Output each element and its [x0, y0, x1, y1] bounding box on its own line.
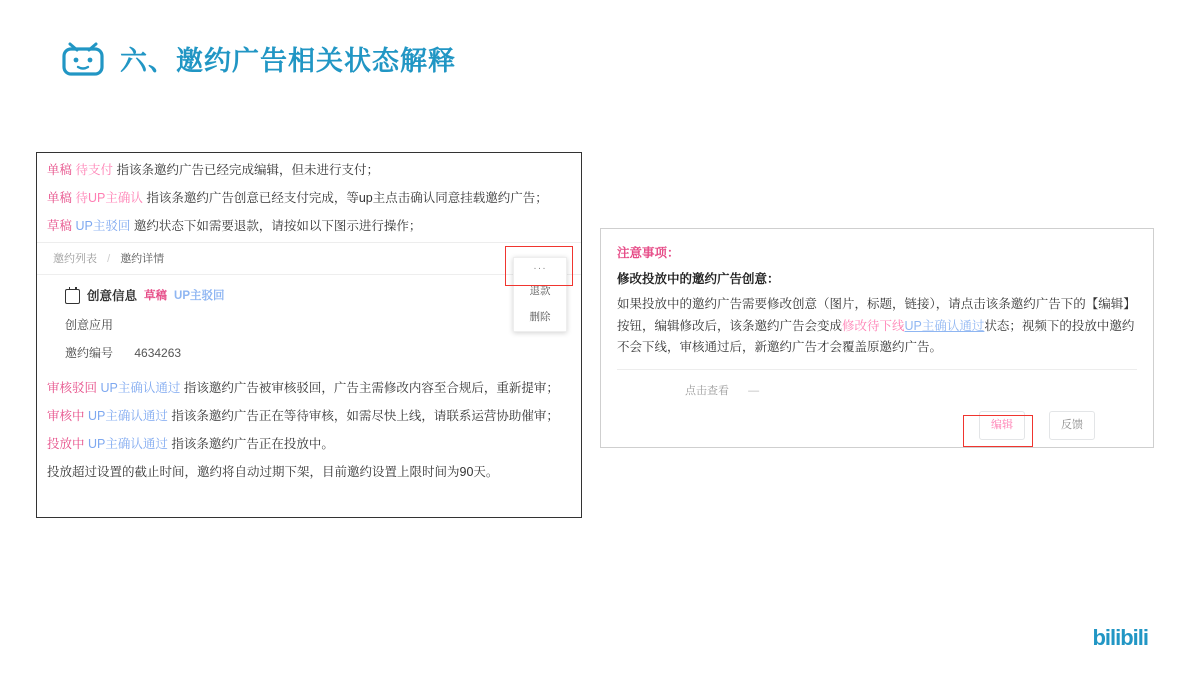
note-text: 指该条邀约广告正在投放中。	[171, 436, 334, 451]
page-header	[60, 38, 456, 78]
feedback-button[interactable]: 反馈	[1049, 411, 1095, 440]
note-tag-primary: 单稿	[47, 190, 73, 205]
note-text: 指该条邀约广告已经完成编辑，但未进行支付；	[116, 163, 380, 177]
breadcrumb-current: 邀约详情	[120, 253, 165, 266]
view-detail-text[interactable]: 点击查看	[685, 384, 729, 397]
note-tag-primary: 审核中	[47, 409, 85, 423]
page-title: 六、邀约广告相关状态解释	[120, 45, 456, 76]
note-line	[47, 161, 571, 180]
dash-placeholder: —	[748, 384, 760, 397]
invite-id-value: 4634263	[134, 345, 182, 360]
note-tag-primary: 投放中	[47, 436, 85, 451]
creative-app-label: 创意应用	[65, 317, 114, 332]
notice-body-part2: 状态；视频下的投放中邀约不会下线，审核通过后，新邀约广告才会覆盖原邀约广告。	[617, 318, 1135, 354]
status-badge-up-rejected: UP主驳回	[174, 289, 225, 302]
note-tag-status: UP主驳回	[75, 218, 131, 233]
note-line	[47, 407, 571, 426]
notice-highlight-blue: UP主确认通过	[904, 318, 985, 333]
note-text: 邀约状态下如需要退款，请按如以下图示进行操作；	[133, 218, 422, 233]
invite-id-row	[37, 334, 581, 362]
notice-body-part1: 如果投放中的邀约广告需要修改创意（图片，标题，链接），请点击该条邀约广告下的【编辑】按钮，编辑修改后，该条邀约广告会变成	[617, 297, 1136, 333]
note-tag-status: UP主确认通过	[88, 436, 168, 451]
notice-body	[617, 294, 1137, 359]
notice-subtitle: 修改投放中的邀约广告创意：	[617, 271, 780, 286]
embedded-screenshot	[37, 242, 581, 371]
notice-title: 注意事项：	[617, 246, 680, 260]
bottom-notes	[47, 379, 571, 481]
bilibili-wordmark: bilibili	[1092, 625, 1148, 650]
left-explanation-panel	[36, 152, 582, 518]
note-tag-primary: 审核驳回	[47, 381, 98, 396]
embedded-screenshot-right	[617, 369, 1137, 444]
invite-id-label: 邀约编号	[65, 345, 114, 360]
note-text: 指该邀约广告被审核驳回，广告主需修改内容至合规后，重新提审；	[183, 381, 559, 396]
breadcrumb-separator: /	[107, 253, 111, 266]
status-badge-draft: 草稿	[144, 289, 168, 302]
creative-info-header	[37, 275, 581, 306]
note-line	[47, 435, 571, 454]
note-line	[47, 463, 571, 482]
bilibili-tv-icon	[60, 38, 106, 78]
note-tag-status: 待UP主确认	[75, 190, 143, 205]
note-text: 指该条邀约广告创意已经支付完成，等up主点击确认同意挂载邀约广告；	[146, 190, 548, 205]
note-text: 指该条邀约广告正在等待审核，如需尽快上线，请联系运营协助催审；	[171, 409, 559, 423]
note-tag-primary: 草稿	[47, 218, 73, 233]
notice-highlight-pink: 修改待下线	[842, 318, 905, 333]
creative-info-title: 创意信息	[87, 288, 138, 303]
note-line	[47, 217, 571, 236]
breadcrumb-parent[interactable]: 邀约列表	[53, 253, 97, 266]
note-tag-status: UP主确认通过	[100, 381, 181, 396]
breadcrumb	[37, 243, 581, 275]
right-notice-panel	[600, 228, 1154, 448]
note-text: 投放超过设置的截止时间，邀约将自动过期下架，目前邀约设置上限时间为90天。	[47, 464, 499, 479]
view-detail-label	[685, 382, 759, 401]
calendar-icon	[65, 289, 80, 304]
note-tag-status: 待支付	[75, 163, 114, 177]
more-options-icon[interactable]: ···	[533, 262, 547, 275]
note-line	[47, 379, 571, 398]
note-line	[47, 189, 571, 208]
menu-item-refund[interactable]: 退款	[529, 285, 551, 297]
context-menu[interactable]	[513, 257, 567, 331]
note-tag-status: UP主确认通过	[88, 409, 168, 423]
edit-button[interactable]: 编辑	[979, 411, 1025, 440]
note-tag-primary: 单稿	[47, 163, 73, 177]
menu-item-delete[interactable]: 删除	[529, 310, 551, 323]
